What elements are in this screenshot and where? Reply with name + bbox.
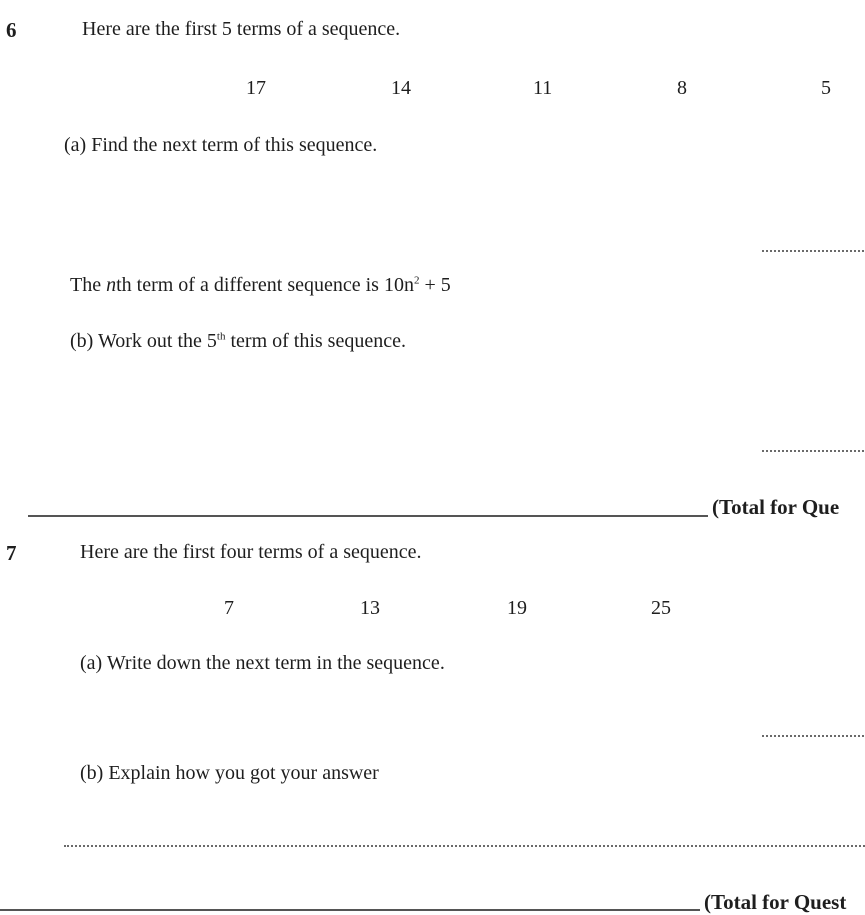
statement-text: th term of a different sequence is — [116, 274, 384, 296]
sequence-term: 7 — [224, 597, 234, 619]
statement-text: The — [70, 274, 107, 296]
sequence-term: 17 — [246, 77, 266, 99]
variable-n: n — [106, 274, 117, 296]
part-text: Write down the next term in the sequence. — [106, 652, 445, 674]
question-number: 6 — [6, 18, 17, 42]
question-total: (Total for Que — [712, 495, 840, 519]
expression: 10n — [383, 274, 414, 296]
part-a-question — [64, 134, 377, 157]
sequence-term: 19 — [507, 597, 527, 619]
part-text: Find the next term of this sequence. — [91, 134, 378, 156]
part-a-question — [80, 652, 445, 675]
superscript: th — [216, 330, 226, 343]
part-text: term of this sequence. — [225, 330, 406, 352]
sequence-term: 13 — [360, 597, 380, 619]
part-label: (a) — [80, 652, 103, 674]
explanation-line[interactable] — [64, 845, 865, 847]
nth-term-statement — [70, 274, 451, 297]
part-label: (b) — [80, 762, 104, 784]
answer-line[interactable] — [762, 735, 865, 737]
question-intro: Here are the first four terms of a sequence. — [80, 541, 422, 563]
answer-line[interactable] — [762, 450, 865, 452]
sequence-term: 11 — [533, 77, 553, 99]
part-label: (b) — [70, 330, 94, 352]
part-b-question — [80, 762, 379, 785]
question-number: 7 — [6, 541, 17, 565]
sequence-term: 14 — [391, 77, 411, 99]
part-text: Work out the 5 — [97, 330, 217, 352]
part-b-question — [70, 330, 406, 353]
expression: + 5 — [419, 274, 451, 296]
section-divider — [0, 909, 700, 911]
sequence-term: 8 — [677, 77, 687, 99]
answer-line[interactable] — [762, 250, 865, 252]
question-intro: Here are the first 5 terms of a sequence. — [82, 18, 401, 40]
sequence-term: 25 — [651, 597, 671, 619]
part-text: Explain how you got your answer — [108, 762, 379, 784]
section-divider — [28, 515, 708, 517]
question-total: (Total for Quest — [704, 890, 847, 914]
sequence-term: 5 — [821, 77, 831, 99]
exponent: 2 — [413, 274, 420, 287]
part-label: (a) — [64, 134, 87, 156]
